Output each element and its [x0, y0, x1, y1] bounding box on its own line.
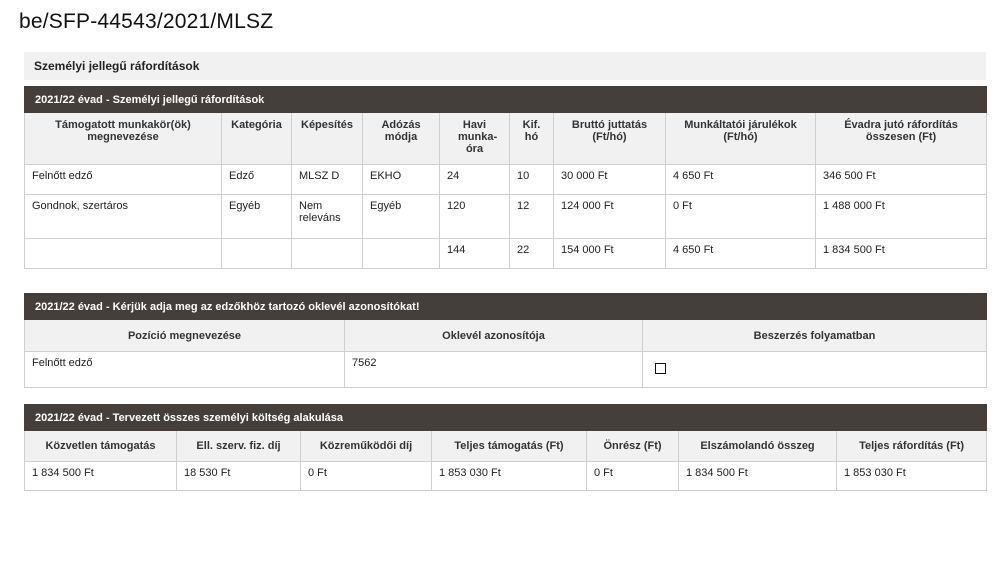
column-header: Kif. hó [510, 113, 554, 165]
table-cell: 4 650 Ft [666, 165, 816, 195]
column-header: Oklevél azonosítója [345, 320, 643, 352]
table-cell: 7562 [345, 352, 643, 388]
table-cell: Edző [222, 165, 292, 195]
column-header: Teljes ráfordítás (Ft) [837, 431, 987, 462]
table-cell: Gondnok, szertáros [25, 195, 222, 239]
total-cell: 144 [440, 239, 510, 269]
table-band: 2021/22 évad - Kérjük adja meg az edzőkhöz tartozó oklevél azonosítókat! [25, 294, 987, 320]
table-cell: 1 834 500 Ft [679, 462, 837, 491]
personnel-costs-table [24, 86, 987, 269]
column-header: Bruttó juttatás (Ft/hó) [554, 113, 666, 165]
column-header: Adózás módja [363, 113, 440, 165]
table-cell: 1 834 500 Ft [25, 462, 177, 491]
table-cell: Felnőtt edző [25, 352, 345, 388]
table-cell: 1 488 000 Ft [816, 195, 987, 239]
column-header: Kategória [222, 113, 292, 165]
section-header: Személyi jellegű ráfordítások [24, 52, 986, 80]
total-cell: 1 834 500 Ft [816, 239, 987, 269]
column-header: Ell. szerv. fiz. díj [177, 431, 301, 462]
table-cell: 346 500 Ft [816, 165, 987, 195]
table-cell [25, 239, 222, 269]
column-header: Munkáltatói járulékok (Ft/hó) [666, 113, 816, 165]
column-header: Évadra jutó ráfordítás összesen (Ft) [816, 113, 987, 165]
table-cell [222, 239, 292, 269]
table-cell: 120 [440, 195, 510, 239]
document-title: be/SFP-44543/2021/MLSZ [19, 10, 274, 33]
table-cell: 1 853 030 Ft [432, 462, 587, 491]
total-personnel-cost-table [24, 404, 987, 491]
column-header: Képesítés [292, 113, 363, 165]
column-header: Önrész (Ft) [587, 431, 679, 462]
table-cell: Felnőtt edző [25, 165, 222, 195]
table-cell: EKHO [363, 165, 440, 195]
procurement-in-progress-checkbox[interactable] [655, 363, 666, 374]
table-cell: 24 [440, 165, 510, 195]
column-header: Közvetlen támogatás [25, 431, 177, 462]
table-cell: MLSZ D [292, 165, 363, 195]
table-cell: Egyéb [363, 195, 440, 239]
column-header: Közreműködői díj [301, 431, 432, 462]
table-band: 2021/22 évad - Személyi jellegű ráfordítások [25, 87, 987, 113]
column-header: Havi munka-óra [440, 113, 510, 165]
table-cell: 0 Ft [666, 195, 816, 239]
table-cell: 124 000 Ft [554, 195, 666, 239]
total-cell: 154 000 Ft [554, 239, 666, 269]
table-band: 2021/22 évad - Tervezett összes személyi költség alakulása [25, 405, 987, 431]
column-header: Elszámolandó összeg [679, 431, 837, 462]
column-header: Támogatott munkakör(ök) megnevezése [25, 113, 222, 165]
coach-diploma-table [24, 293, 987, 388]
procurement-in-progress-cell [643, 352, 987, 388]
column-header: Pozíció megnevezése [25, 320, 345, 352]
table-cell: 30 000 Ft [554, 165, 666, 195]
total-cell: 22 [510, 239, 554, 269]
table-cell: Egyéb [222, 195, 292, 239]
table-cell [292, 239, 363, 269]
table-cell: 1 853 030 Ft [837, 462, 987, 491]
table-cell: 18 530 Ft [177, 462, 301, 491]
column-header: Teljes támogatás (Ft) [432, 431, 587, 462]
table-cell: 0 Ft [301, 462, 432, 491]
column-header: Beszerzés folyamatban [643, 320, 987, 352]
table-cell: 10 [510, 165, 554, 195]
table-cell: Nem releváns [292, 195, 363, 239]
total-cell: 4 650 Ft [666, 239, 816, 269]
table-cell [363, 239, 440, 269]
table-cell: 12 [510, 195, 554, 239]
table-cell: 0 Ft [587, 462, 679, 491]
